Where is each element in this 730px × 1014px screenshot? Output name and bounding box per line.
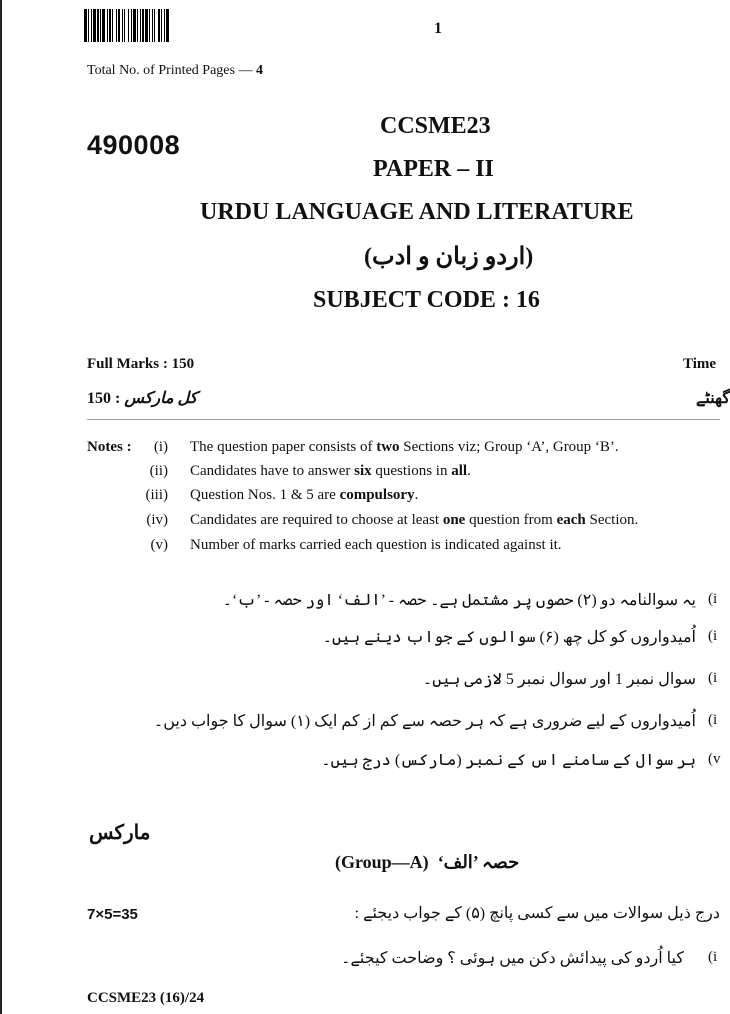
note-text-bold: all xyxy=(451,463,468,479)
note-text xyxy=(190,439,619,456)
urdu-note-number: (i xyxy=(708,670,718,686)
note-text-bold: compulsory xyxy=(339,487,415,503)
note-text-part: questions in xyxy=(371,463,452,479)
urdu-hours: گھنٹے xyxy=(696,390,730,407)
note-text-bold: two xyxy=(376,439,400,455)
note-text-bold: six xyxy=(354,463,372,479)
time-label: Time xyxy=(683,356,717,372)
paper-number: PAPER – II xyxy=(373,156,494,182)
note-number: (iv) xyxy=(146,512,168,528)
urdu-note-text: ہر سوال کے سامنے اس کے نمبر (مارکس) درج ہیں۔ xyxy=(321,752,696,769)
note-text-part: Candidates are required to choose at least xyxy=(190,512,443,528)
group-a-heading xyxy=(335,852,519,873)
question-number: (i xyxy=(708,949,718,965)
urdu-note-number: (v xyxy=(708,751,721,767)
note-text: Number of marks carried each question is indicated against it. xyxy=(190,537,562,553)
urdu-note-text: یہ سوالنامہ دو (۲) حصوں پر مشتمل ہے۔ حصہ - ’الف‘ اور حصہ - ’ب‘۔ xyxy=(222,592,696,609)
page-number: 1 xyxy=(434,20,442,37)
paper-code: CCSME23 xyxy=(380,113,491,139)
note-number: (i) xyxy=(153,439,168,455)
urdu-note-text: اُمیدواروں کے لیے ضروری ہے کہ ہر حصہ سے کم از کم ایک (۱) سوال کا جواب دیں۔ xyxy=(153,713,696,730)
divider xyxy=(87,419,720,420)
note-text xyxy=(190,463,471,480)
full-marks: Full Marks : 150 xyxy=(87,356,195,372)
note-text-part: The question paper consists of xyxy=(190,439,377,455)
question-text-urdu: کیا اُردو کی پیدائش دکن میں ہوئی ؟ وضاحت کیجئے۔ xyxy=(341,950,684,967)
notes-label: Notes : xyxy=(87,439,132,455)
group-label: (Group—A) xyxy=(335,852,429,872)
note-text-bold: one xyxy=(442,512,466,528)
subject-code: SUBJECT CODE : 16 xyxy=(313,287,540,313)
barcode xyxy=(84,9,256,42)
note-text-part: Question Nos. 1 & 5 are xyxy=(190,487,340,503)
urdu-note-number: (i xyxy=(708,712,718,728)
urdu-full-marks-value: 150 : xyxy=(87,390,121,407)
marks-heading-urdu: مارکس xyxy=(89,822,151,844)
note-text-part: question from xyxy=(465,512,557,528)
page-edge-rule xyxy=(0,0,2,1014)
urdu-note-text: سوال نمبر 1 اور سوال نمبر 5 لازمی ہیں۔ xyxy=(422,671,696,688)
urdu-full-marks xyxy=(87,388,197,408)
note-text xyxy=(190,512,638,529)
note-text-part: . xyxy=(467,463,471,479)
note-number: (ii) xyxy=(149,463,168,479)
note-text-part: Section. xyxy=(585,512,639,528)
note-text-bold: each xyxy=(556,512,586,528)
section-instruction-urdu: درج ذیل سوالات میں سے کسی پانچ (۵) کے جواب دیجئے : xyxy=(354,905,720,922)
note-text-part: Candidates have to answer xyxy=(190,463,355,479)
paper-id: 490008 xyxy=(87,130,181,160)
marks-allotment: 7×5=35 xyxy=(87,906,138,923)
printed-pages-value: 4 xyxy=(255,63,263,78)
subject-title: URDU LANGUAGE AND LITERATURE xyxy=(200,199,634,225)
footer-code: CCSME23 (16)/24 xyxy=(87,990,205,1006)
subject-title-urdu: (اردو زبان و ادب) xyxy=(364,244,534,270)
group-label-urdu: حصہ ’الف‘ xyxy=(437,852,520,872)
printed-pages xyxy=(87,63,263,79)
note-text-part: . xyxy=(414,487,419,503)
barcode-bar xyxy=(166,9,169,42)
note-number: (v) xyxy=(150,537,168,553)
urdu-note-number: (i xyxy=(708,591,718,607)
note-text-part: Sections viz; Group ‘A’, Group ‘B’. xyxy=(399,439,619,455)
urdu-note-number: (i xyxy=(708,628,718,644)
note-number: (iii) xyxy=(145,487,168,503)
urdu-full-marks-label: کل مارکس xyxy=(124,390,198,407)
printed-pages-label: Total No. of Printed Pages — xyxy=(87,63,256,78)
note-text xyxy=(190,487,418,504)
urdu-note-text: اُمیدواروں کو کل چھ (۶) سوالوں کے جواب دینے ہیں۔ xyxy=(322,629,696,646)
